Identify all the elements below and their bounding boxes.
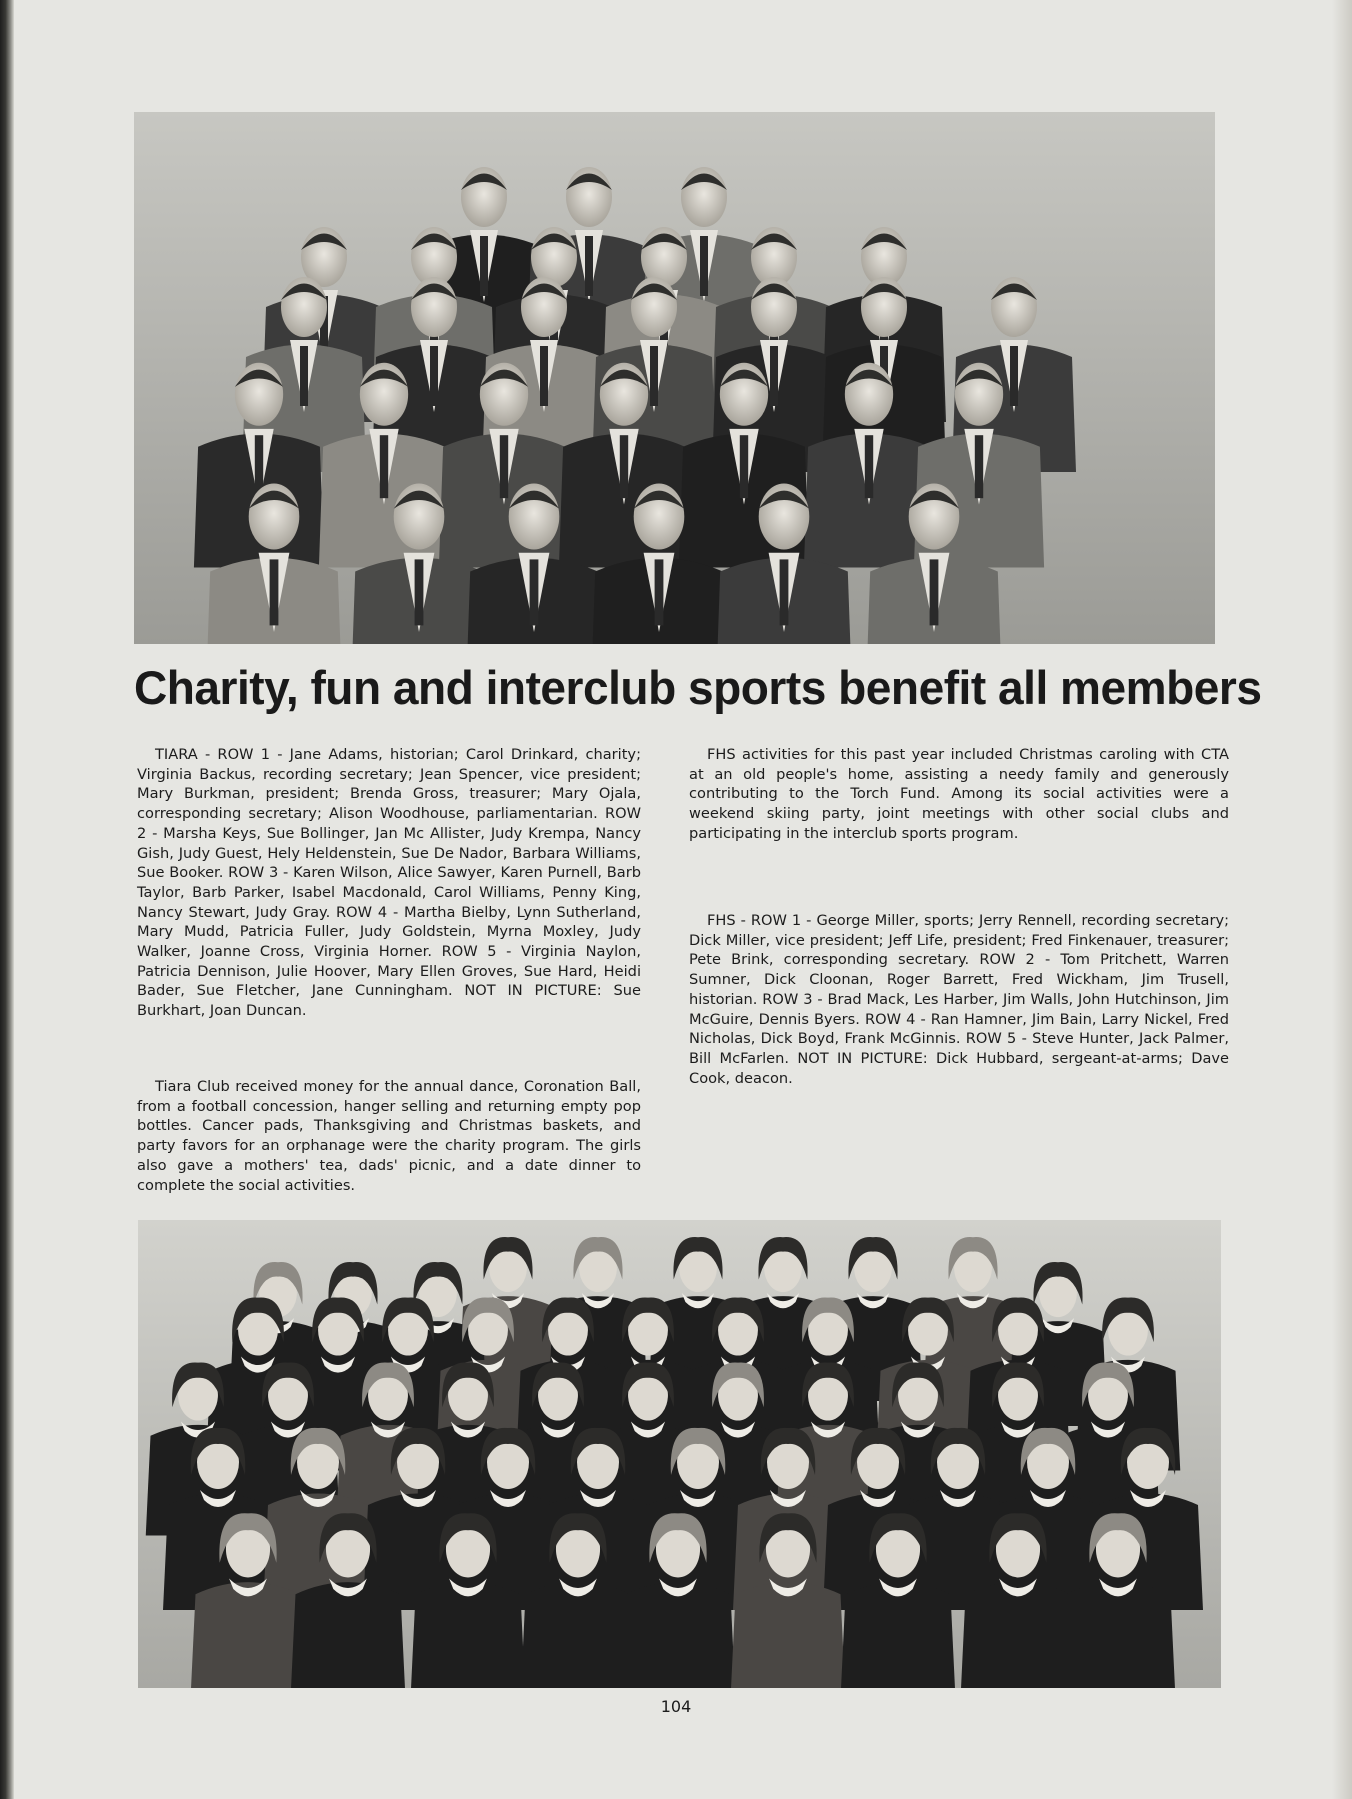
page-edge-shadow — [1332, 0, 1352, 1799]
fhs-caption — [689, 911, 1229, 1088]
tiara-caption — [137, 745, 641, 1021]
page-number: 104 — [660, 1697, 692, 1716]
tiara-paragraph — [137, 1077, 641, 1195]
tiara-caption-text: TIARA - ROW 1 - Jane Adams, historian; Carol Drinkard, charity; Virginia Backus, recording secretary; Jean Spencer, vice president; Mary Burkman, president; Brenda Gross, treasurer; Mary Ojala, corresponding secretary; Alison Woodhouse, parliamentarian. ROW 2 - Marsha Keys, Sue Bollinger, Jan Mc Allister, Judy Krempa, Nancy Gish, Judy Guest, Hely Heldenstein, Sue De Nador, Barbara Williams, Sue Booker. ROW 3 - Karen Wilson, Alice Sawyer, Karen Purnell, Barb Taylor, Barb Parker, Isabel Macdonald, Carol Williams, Penny King, Nancy Stewart, Judy Gray. ROW 4 - Martha Bielby, Lynn Sutherland, Mary Mudd, Patricia Fuller, Judy Goldstein, Myrna Moxley, Judy Walker, Joanne Cross, Virginia Horner. ROW 5 - Virginia Naylon, Patricia Dennison, Julie Hoover, Mary Ellen Groves, Sue Hard, Heidi Bader, Sue Fletcher, Jane Cunningham. NOT IN PICTURE: Sue Burkhart, Joan Duncan. — [137, 746, 641, 1020]
fhs-group-photo — [134, 112, 1215, 644]
fhs-paragraph-text: FHS activities for this past year included Christmas caroling with CTA at an old people's home, assisting a needy family and generously contributing to the Torch Fund. Among its social activities were a weekend skiing party, joint meetings with other social clubs and participating in the interclub sports program. — [689, 746, 1229, 842]
binding-edge — [0, 0, 14, 1799]
tiara-paragraph-text: Tiara Club received money for the annual dance, Coronation Ball, from a football concession, hanger selling and returning empty pop bottles. Cancer pads, Thanksgiving and Christmas baskets, and party favors for an orphanage were the charity program. The girls also gave a mothers' tea, dads' picnic, and a date dinner to complete the social activities. — [137, 1078, 641, 1194]
page-headline: Charity, fun and interclub sports benefit all members — [134, 661, 1262, 714]
fhs-caption-text: FHS - ROW 1 - George Miller, sports; Jerry Rennell, recording secretary; Dick Miller, vice president; Jeff Life, president; Fred Finkenauer, treasurer; Pete Brink, corresponding secretary. ROW 2 - Tom Pritchett, Warren Sumner, Dick Cloonan, Roger Barrett, Fred Wickham, Jim Trusell, historian. ROW 3 - Brad Mack, Les Harber, Jim Walls, John Hutchinson, Jim McGuire, Dennis Byers. ROW 4 - Ran Hamner, Jim Bain, Larry Nickel, Fred Nicholas, Dick Boyd, Frank McGinnis. ROW 5 - Steve Hunter, Jack Palmer, Bill McFarlen. NOT IN PICTURE: Dick Hubbard, sergeant-at-arms; Dave Cook, deacon. — [689, 912, 1229, 1087]
fhs-paragraph — [689, 745, 1229, 844]
tiara-group-photo — [138, 1220, 1221, 1688]
